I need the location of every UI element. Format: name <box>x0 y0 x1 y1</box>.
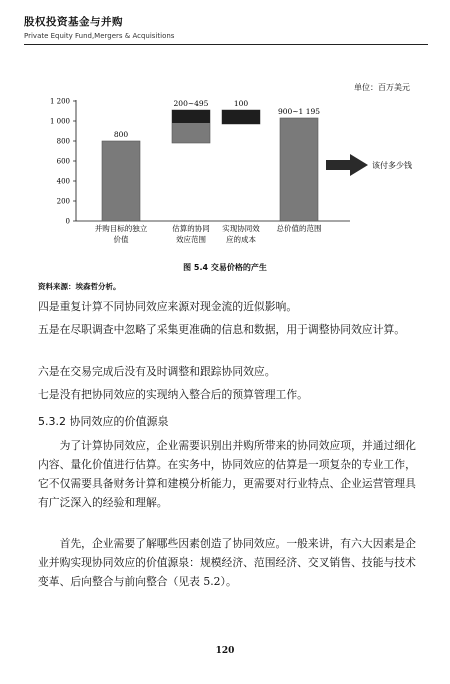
bars <box>102 99 320 221</box>
running-header-subtitle: Private Equity Fund,Mergers & Acquisitions <box>24 32 175 40</box>
bar-value-label: 200~495 <box>173 99 209 108</box>
category-label: 实现协同效 <box>222 224 260 233</box>
arrow-right-icon <box>326 154 368 176</box>
category-label: 价值 <box>113 235 129 244</box>
bar-value-label: 100 <box>233 99 249 108</box>
paragraph-6: 六是在交易完成后没有及时调整和跟踪协同效应。 <box>38 365 276 378</box>
y-tick-label: 1 000 <box>49 117 70 126</box>
paragraph-7: 七是没有把协同效应的实现纳入整合后的预算管理工作。 <box>38 388 308 401</box>
category-label: 总价值的范围 <box>276 224 322 233</box>
figure-caption: 图 5.4 交易价格的产生 <box>183 263 267 272</box>
category-label: 效应范围 <box>176 235 206 244</box>
y-tick-label: 400 <box>56 177 70 186</box>
bar <box>102 141 140 221</box>
paragraph-5: 五是在尽职调查中忽略了采集更准确的信息和数据，用于调整协同效应计算。 <box>38 323 406 336</box>
y-tick-label: 0 <box>65 217 70 226</box>
category-label: 应的成本 <box>226 235 256 244</box>
running-header-title: 股权投资基金与并购 <box>24 16 123 28</box>
section-heading: 5.3.2 协同效应的价值源泉 <box>38 415 169 428</box>
bar-dark-segment <box>222 110 260 124</box>
arrow-label: 该付多少钱 <box>372 161 412 170</box>
y-ticks <box>50 98 76 226</box>
bar-value-label: 900~1 195 <box>277 107 321 116</box>
page-number: 120 <box>215 646 235 656</box>
category-label: 并购目标的独立 <box>94 224 148 233</box>
body-paragraph-1: 为了计算协同效应，企业需要识别出并购所带来的协同效应项，并通过细化内容、量化价值进行估算。在实务中，协同效应的估算是一项复杂的专业工作，它不仅需要具备财务计算和建模分析能力，更需要对行业特点、企业运营管理具有广泛深入的经验和理解。 <box>38 439 416 509</box>
y-tick-label: 600 <box>56 157 70 166</box>
deal-price-chart <box>0 0 450 262</box>
y-tick-label: 1 200 <box>49 97 70 106</box>
body-paragraph-2: 首先，企业需要了解哪些因素创造了协同效应。一般来讲，有六大因素是企业并购实现协同效应的价值源泉：规模经济、范围经济、交叉销售、技能与技术变革、后向整合与前向整合（见表 5.2）。 <box>38 537 416 588</box>
unit-label: 单位：百万美元 <box>354 83 410 92</box>
category-label: 估算的协同 <box>172 224 210 233</box>
y-tick-label: 200 <box>56 197 70 206</box>
bar-value-label: 800 <box>113 130 129 139</box>
paragraph-4: 四是重复计算不同协同效应来源对现金流的近似影响。 <box>38 300 298 313</box>
bar-dark-segment <box>172 110 210 123</box>
source-note: 资料来源：埃森哲分析。 <box>38 282 121 291</box>
bar <box>280 118 318 221</box>
y-tick-label: 800 <box>56 137 70 146</box>
category-labels <box>95 223 322 244</box>
